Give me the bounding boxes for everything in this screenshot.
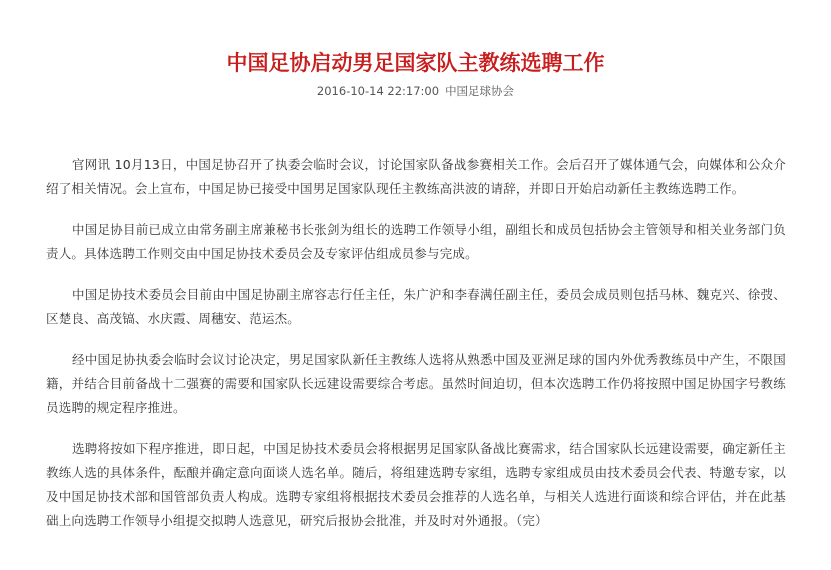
article-source: 中国足球协会 <box>445 84 515 98</box>
paragraph: 选聘将按如下程序推进，即日起，中国足协技术委员会将根据男足国家队备战比赛需求，结合国家队长远建设需要，确定新任主教练人选的具体条件，酝酿并确定意向面谈人选名单。随后，将组建选聘专家组，选聘专家组成员由技术委员会代表、特邀专家，以及中国足协技术部和国管部负责人构成。选聘专家组将根据技术委员会推荐的人选名单，与相关人选进行面谈和综合评估，并在此基础上向选聘工作领导小组提交拟聘人选意见，研究后报协会批准，并及时对外通报。（完） <box>46 441 786 528</box>
paragraph: 中国足协目前已成立由常务副主席兼秘书长张剑为组长的选聘工作领导小组，副组长和成员包括协会主管领导和相关业务部门负责人。具体选聘工作则交由中国足协技术委员会及专家评估组成员参与完成。 <box>46 222 786 261</box>
paragraph: 中国足协技术委员会目前由中国足协副主席容志行任主任，朱广沪和李春满任副主任，委员会成员则包括马林、魏克兴、徐弢、区楚良、高茂镐、水庆霞、周穗安、范运杰。 <box>46 287 786 326</box>
publish-date: 2016-10-14 22:17:00 <box>316 84 440 98</box>
article-meta <box>0 83 831 99</box>
paragraph: 经中国足协执委会临时会议讨论决定，男足国家队新任主教练人选将从熟悉中国及亚洲足球的国内外优秀教练员中产生，不限国籍，并结合目前备战十二强赛的需要和国家队长远建设需要综合考虑。虽然时间迫切，但本次选聘工作仍将按照中国足协国字号教练员选聘的规定程序推进。 <box>46 352 786 415</box>
paragraph: 官网讯 10月13日，中国足协召开了执委会临时会议，讨论国家队备战参赛相关工作。会后召开了媒体通气会，向媒体和公众介绍了相关情况。会上宣布，中国足协已接受中国男足国家队现任主教练高洪波的请辞，并即日开始启动新任主教练选聘工作。 <box>46 157 786 196</box>
article-title: 中国足协启动男足国家队主教练选聘工作 <box>226 51 605 76</box>
article-body <box>46 153 786 550</box>
